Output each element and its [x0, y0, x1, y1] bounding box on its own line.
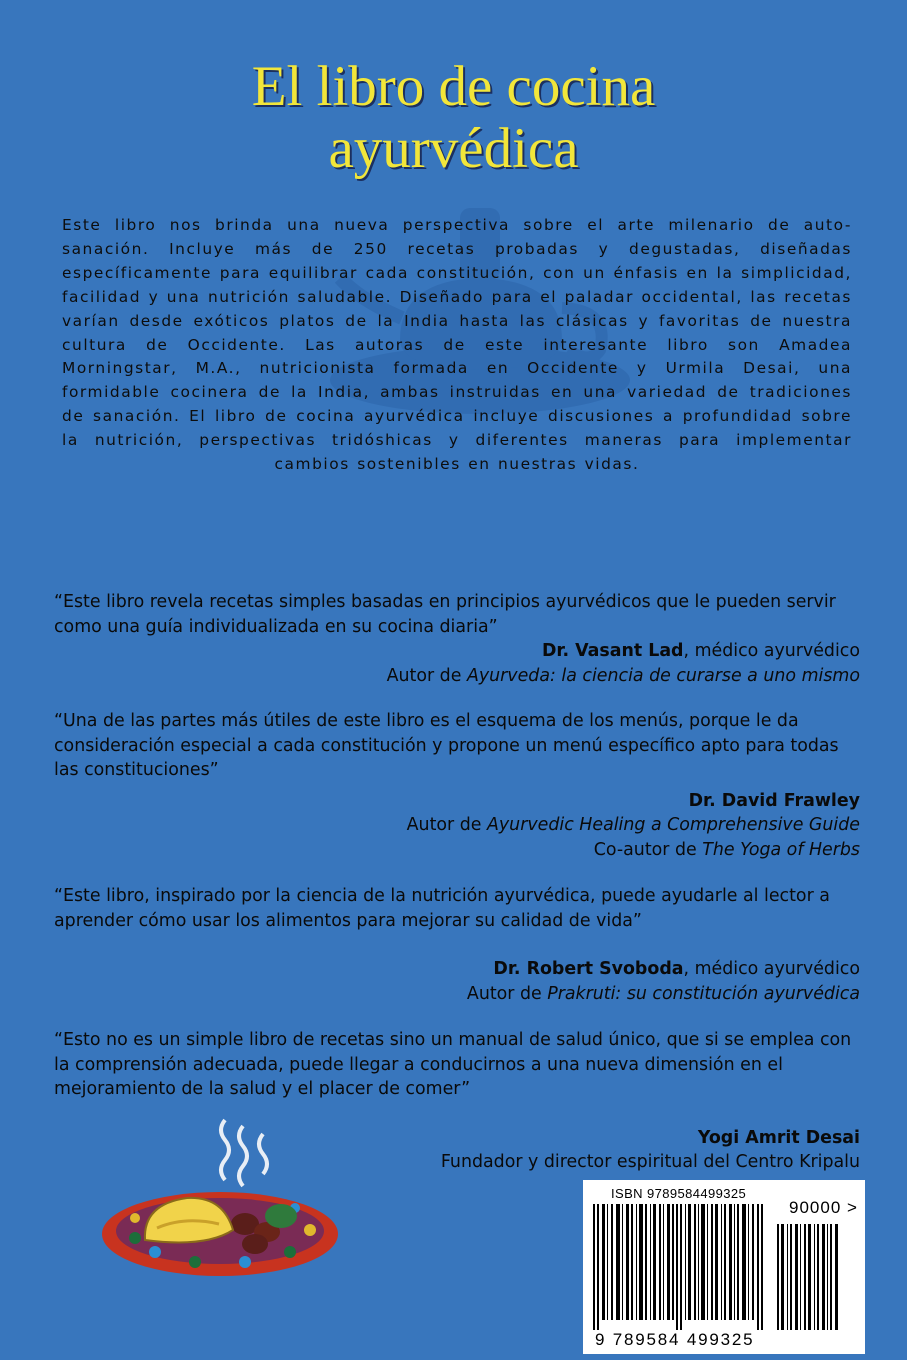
- quote-credit: [54, 982, 860, 1007]
- price-addon-code: 90000 >: [789, 1198, 858, 1217]
- quote-credit2-prefix: Co-autor de: [593, 839, 703, 860]
- book-title: [0, 56, 907, 180]
- quote-author: Dr. Vasant Lad: [541, 641, 684, 661]
- quote-author-line: [54, 639, 860, 664]
- quote-credit-title: Ayurvedic Healing a Comprehensive Guide: [486, 815, 860, 835]
- food-plate-illustration: [95, 1112, 345, 1280]
- quote-text: “Este libro revela recetas simples basadas en principios ayurvédicos que le pueden servir como una guía individualizada en su cocina diaria”: [54, 592, 836, 637]
- quote-credit: [54, 813, 860, 838]
- quote-author: Dr. David Frawley: [688, 790, 860, 811]
- quote-credit: Fundador y director espiritual del Centro Kripalu: [440, 1152, 860, 1172]
- quote-text: “Este libro, inspirado por la ciencia de la nutrición ayurvédica, puede ayudarle al lector a aprender cómo usar los alimentos para mejorar su calidad de vida”: [54, 886, 830, 931]
- quote-credit-title: Ayurveda: la ciencia de curarse a uno mismo: [466, 665, 860, 686]
- quote-author: Dr. Robert Svoboda: [493, 959, 684, 979]
- quote-credit-title: Prakruti: su constitución ayurvédica: [547, 983, 860, 1004]
- title-line-1: El libro de cocina: [251, 55, 656, 118]
- book-description: Este libro nos brinda una nueva perspectiva sobre el arte milenario de auto-sanación. Incluye más de 250 recetas probadas y degustadas, diseñadas específicamente para equilibrar cada constitución, con un énfasis en la simplicidad, facilidad y una nutrición saludable. Diseñado para el paladar occidental, las recetas varían desde exóticos platos de la India hasta las clásicas y favoritas de nuestra cultura de Occidente. Las autoras de este interesante libro son Amadea Morningstar, M.A., nutricionista formada en Occidente y Urmila Desai, una formidable cocinera de la India, ambas instruidas en una variedad de tradiciones de sanación. El libro de cocina ayurvédica incluye discusiones a profundidad sobre la nutrición, perspectivas tridóshicas y diferentes maneras para implementar cambios sostenibles en nuestras vidas.: [62, 216, 852, 474]
- quote-credit-2: [54, 838, 860, 863]
- addon-barcode-bars: [777, 1224, 839, 1330]
- quote-credit: [54, 664, 860, 689]
- isbn-barcode-bars: [593, 1204, 763, 1330]
- quote-text: “Una de las partes más útiles de este libro es el esquema de los menús, porque le da consideración especial a cada constitución y propone un menú específico apto para todas las constituciones”: [54, 711, 839, 780]
- quote-author-line: [54, 789, 860, 814]
- quote-credit-prefix: Autor de: [386, 665, 467, 686]
- quote-text: “Esto no es un simple libro de recetas sino un manual de salud único, que si se emplea con la comprensión adecuada, puede llegar a conducirnos a una nueva dimensión en el mejoramiento de la salud y el placer de comer”: [54, 1030, 852, 1099]
- isbn-number: 9 789584 499325: [595, 1330, 755, 1349]
- quote-author-role: , médico ayurvédico: [683, 641, 860, 661]
- title-line-2: ayurvédica: [328, 117, 579, 180]
- quote-author-role: , médico ayurvédico: [683, 959, 860, 979]
- testimonial-svoboda: [54, 884, 860, 1006]
- testimonial-lad: [54, 590, 860, 688]
- barcode: [583, 1180, 865, 1354]
- quote-author-line: [54, 957, 860, 982]
- quote-credit-prefix: Autor de: [406, 815, 487, 835]
- quote-credit2-title: The Yoga of Herbs: [702, 839, 860, 860]
- quote-credit-prefix: Autor de: [466, 983, 548, 1004]
- isbn-label: ISBN 9789584499325: [611, 1186, 747, 1201]
- quote-author: Yogi Amrit Desai: [697, 1127, 860, 1148]
- testimonial-frawley: [54, 709, 860, 862]
